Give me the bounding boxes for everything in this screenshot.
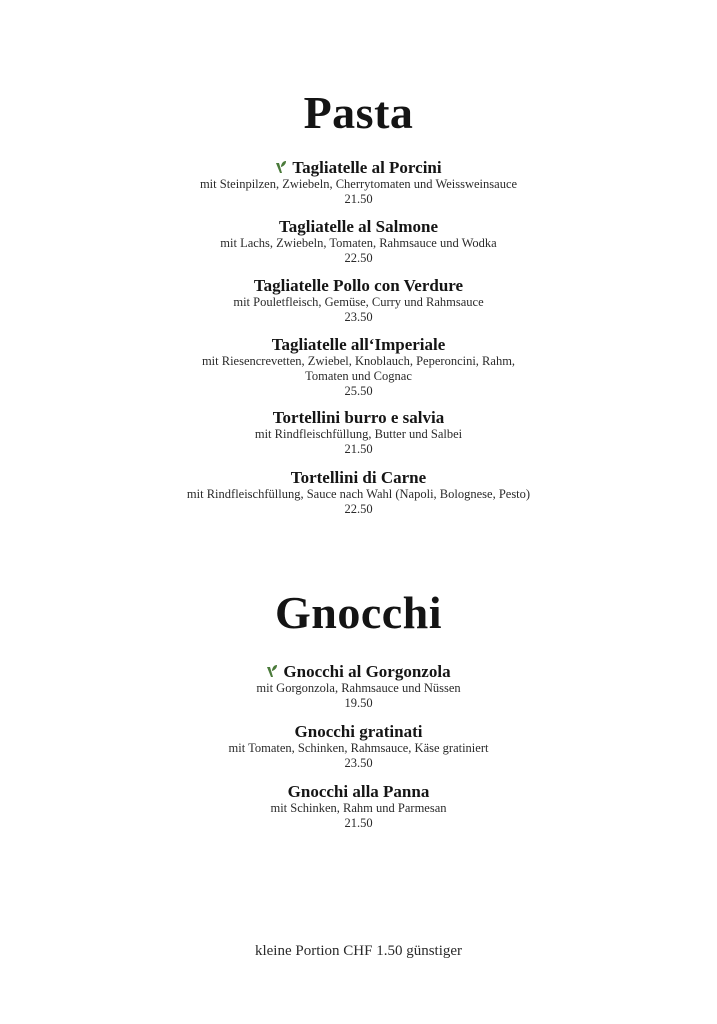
dish-description: mit Gorgonzola, Rahmsauce und Nüssen — [256, 681, 461, 695]
dish-description: mit Rindfleischfüllung, Sauce nach Wahl (Napoli, Bolognese, Pesto) — [186, 487, 531, 501]
dish-price: 21.50 — [344, 442, 373, 456]
dish-name: Gnocchi gratinati — [294, 722, 423, 741]
dish-item — [0, 335, 717, 399]
dish-item — [0, 276, 717, 325]
dish-name: Gnocchi al Gorgonzola — [283, 662, 451, 681]
dish-item — [0, 217, 717, 266]
dish-price: 19.50 — [344, 696, 373, 710]
dish-name: Tagliatelle Pollo con Verdure — [253, 276, 464, 295]
dish-description: mit Pouletfleisch, Gemüse, Curry und Rahmsauce — [233, 295, 484, 309]
dish-description: mit Lachs, Zwiebeln, Tomaten, Rahmsauce und Wodka — [220, 236, 497, 250]
dish-name: Tortellini di Carne — [290, 468, 427, 487]
dish-item — [0, 662, 717, 711]
dish-item — [0, 158, 717, 207]
dish-price: 22.50 — [344, 502, 373, 516]
dish-price: 21.50 — [344, 192, 373, 206]
section-title-pasta: Pasta — [303, 87, 414, 138]
vegetarian-leaf-icon — [266, 664, 278, 678]
footer-note: kleine Portion CHF 1.50 günstiger — [254, 943, 463, 959]
dish-description: mit Riesencrevetten, Zwiebel, Knoblauch, Peperoncini, Rahm, Tomaten und Cognac — [201, 354, 516, 383]
dish-price: 23.50 — [344, 756, 373, 770]
dish-price: 21.50 — [344, 816, 373, 830]
vegetarian-leaf-icon — [275, 160, 287, 174]
dish-name: Tagliatelle al Salmone — [279, 217, 438, 236]
dish-item — [0, 408, 717, 457]
dish-name: Tagliatelle al Porcini — [292, 158, 442, 177]
section-title-gnocchi: Gnocchi — [274, 587, 443, 638]
dish-name: Tagliatelle all‘Imperiale — [271, 335, 446, 354]
dish-price: 22.50 — [344, 251, 373, 265]
dish-description: mit Tomaten, Schinken, Rahmsauce, Käse gratiniert — [228, 741, 489, 755]
dish-description: mit Steinpilzen, Zwiebeln, Cherrytomaten und Weissweinsauce — [199, 177, 518, 191]
dish-price: 23.50 — [344, 310, 373, 324]
dish-name: Tortellini burro e salvia — [272, 408, 445, 427]
dish-item — [0, 468, 717, 517]
dish-price: 25.50 — [344, 384, 373, 398]
dish-name: Gnocchi alla Panna — [287, 782, 430, 801]
dish-description: mit Rindfleischfüllung, Butter und Salbei — [254, 427, 463, 441]
dish-item — [0, 722, 717, 771]
dish-item — [0, 782, 717, 831]
dish-description: mit Schinken, Rahm und Parmesan — [270, 801, 447, 815]
